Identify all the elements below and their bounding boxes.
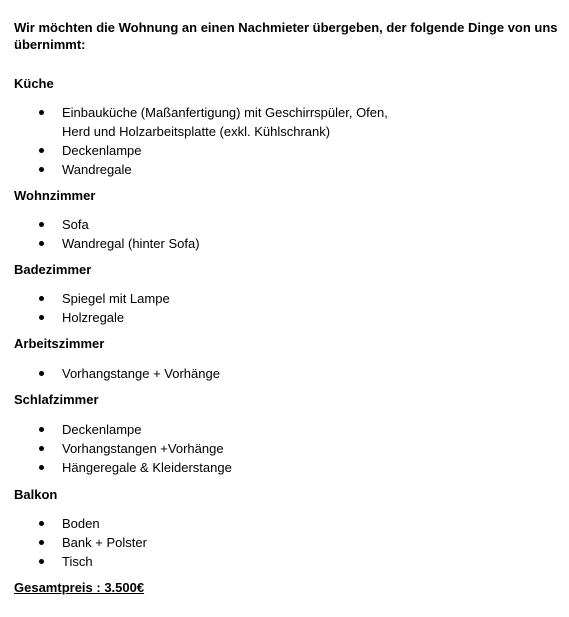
list-item: Einbauküche (Maßanfertigung) mit Geschirrspüler, Ofen, Herd und Holzarbeitsplatte (exkl. Kühlschrank): [14, 103, 559, 141]
list-arbeitszimmer: [14, 364, 559, 383]
heading-balkon: Balkon: [14, 487, 58, 502]
list-item: Holzregale: [14, 308, 559, 327]
list-item: Vorhangstange + Vorhänge: [14, 364, 559, 383]
list-item: Deckenlampe: [14, 141, 559, 160]
heading-schlafzimmer: Schlafzimmer: [14, 392, 99, 407]
bullet-icon: [39, 521, 44, 526]
bullet-icon: [39, 540, 44, 545]
document: [14, 19, 559, 596]
list-item: Bank + Polster: [14, 533, 559, 552]
bullet-icon: [39, 559, 44, 564]
list-item: Deckenlampe: [14, 420, 559, 439]
bullet-icon: [39, 371, 44, 376]
list-schlafzimmer: [14, 420, 559, 477]
heading-kueche: Küche: [14, 76, 54, 91]
intro-paragraph: Wir möchten die Wohnung an einen Nachmieter übergeben, der folgende Dinge von uns übernimmt:: [14, 20, 558, 52]
list-wohnzimmer: [14, 215, 559, 253]
bullet-icon: [39, 465, 44, 470]
bullet-icon: [39, 222, 44, 227]
bullet-icon: [39, 110, 44, 115]
bullet-icon: [39, 446, 44, 451]
list-kueche: [14, 103, 559, 179]
list-item: Wandregal (hinter Sofa): [14, 234, 559, 253]
list-item: Boden: [14, 514, 559, 533]
heading-wohnzimmer: Wohnzimmer: [14, 188, 96, 203]
list-item: Tisch: [14, 552, 559, 571]
bullet-icon: [39, 167, 44, 172]
bullet-icon: [39, 241, 44, 246]
list-badezimmer: [14, 289, 559, 327]
list-balkon: [14, 514, 559, 571]
bullet-icon: [39, 427, 44, 432]
list-item: Wandregale: [14, 160, 559, 179]
list-item: Spiegel mit Lampe: [14, 289, 559, 308]
heading-badezimmer: Badezimmer: [14, 262, 92, 277]
bullet-icon: [39, 148, 44, 153]
total-price: Gesamtpreis : 3.500€: [14, 580, 145, 595]
heading-arbeitszimmer: Arbeitszimmer: [14, 336, 105, 351]
list-item: Vorhangstangen +Vorhänge: [14, 439, 559, 458]
list-item: Hängeregale & Kleiderstange: [14, 458, 559, 477]
bullet-icon: [39, 315, 44, 320]
bullet-icon: [39, 296, 44, 301]
list-item: Sofa: [14, 215, 559, 234]
